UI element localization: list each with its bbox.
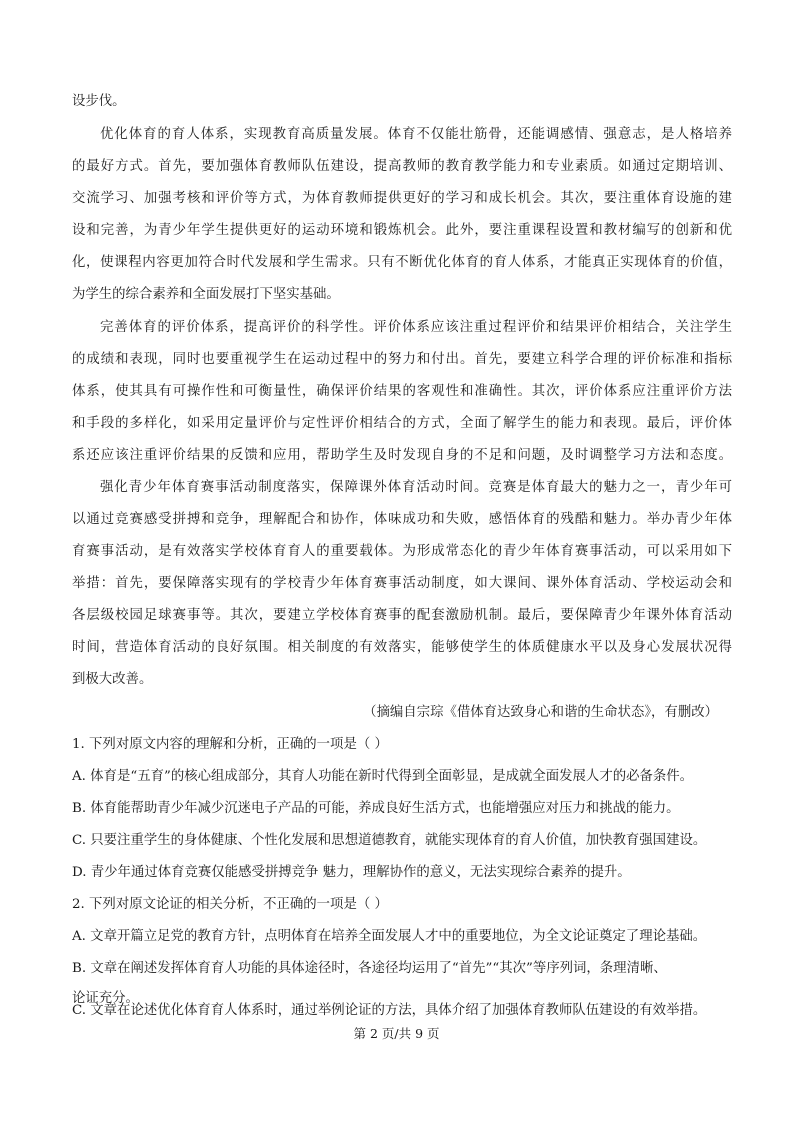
- paragraph-line: 交流学习、加强考核和评价等方式，为体育教师提供更好的学习和成长机会。其次，要注重体育设施的建: [72, 191, 732, 206]
- paragraph-line: 育赛事活动，是有效落实学校体育育人的重要载体。为形成常态化的青少年体育赛事活动，可以采用如下: [72, 544, 732, 559]
- question-1-option-d: D. 青少年通过体育竞赛仅能感受拼搏竞争 魅力，理解协作的意义，无法实现综合素养的提升。: [72, 865, 631, 880]
- question-2-option-b-cont: 论证充分。: [72, 991, 139, 1006]
- paragraph-line: 体系，使其具有可操作性和可衡量性，确保评价结果的客观性和准确性。其次，评价体系应注重评价方法: [72, 384, 732, 399]
- question-1-option-c: C. 只要注重学生的身体健康、个性化发展和思想道德教育，就能实现体育的育人价值，加快教育强国建设。: [72, 833, 707, 848]
- paragraph-line: 到极大改善。: [72, 672, 153, 687]
- question-2-option-c: C. 文章在论述优化体育育人体系时，通过举例论证的方法，具体介绍了加强体育教师队伍建设的有效举措。: [72, 1003, 707, 1018]
- paragraph-line: 举措：首先，要保障落实现有的学校青少年体育赛事活动制度，如大课间、课外体育活动、学校运动会和: [72, 576, 732, 591]
- paragraph-line: 和手段的多样化，如采用定量评价与定性评价相结合的方式，全面了解学生的能力和表现。最后，评价体: [72, 416, 732, 431]
- question-2-option-a: A. 文章开篇立足党的教育方针，点明体育在培养全面发展人才中的重要地位，为全文论证奠定了理论基础。: [72, 929, 707, 944]
- paragraph-line: 系还应该注重评价结果的反馈和应用，帮助学生及时发现自身的不足和问题，及时调整学习方法和态度。: [72, 448, 732, 463]
- question-1-option-b: B. 体育能帮助青少年减少沉迷电子产品的可能，养成良好生活方式，也能增强应对压力和挑战的能力。: [72, 801, 680, 816]
- paragraph-line: 强化青少年体育赛事活动制度落实，保障课外体育活动时间。竞赛是体育最大的魅力之一，青少年可: [100, 480, 732, 495]
- paragraph-line: 各层级校园足球赛事等。其次，要建立学校体育赛事的配套激励机制。最后，要保障青少年课外体育活动: [72, 608, 732, 623]
- question-2-option-b: B. 文章在阐述发挥体育育人功能的具体途径时，各途径均运用了“首先”“其次”等序列词，条理清晰、: [72, 961, 667, 976]
- paragraph-line: 以通过竞赛感受拼搏和竞争，理解配合和协作，体味成功和失败，感悟体育的残酷和魅力。举办青少年体: [72, 512, 732, 527]
- question-1-stem: 1. 下列对原文内容的理解和分析，正确的一项是（ ）: [72, 737, 388, 752]
- source-citation: （摘编自宗琮《借体育达致身心和谐的生命状态》，有删改）: [363, 705, 718, 720]
- paragraph-line: 设和完善，为青少年学生提供更好的运动环境和锻炼机会。此外，要注重课程设置和教材编写的创新和优: [72, 223, 732, 238]
- page-footer: 第 2 页/共 9 页: [353, 1026, 440, 1041]
- paragraph-line: 完善体育的评价体系，提高评价的科学性。评价体系应该注重过程评价和结果评价相结合，关注学生: [100, 320, 732, 335]
- paragraph-line: 的成绩和表现，同时也要重视学生在运动过程中的努力和付出。首先，要建立科学合理的评价标准和指标: [72, 352, 732, 367]
- question-1-option-a: A. 体育是“五育”的核心组成部分，其育人功能在新时代得到全面彰显，是成就全面发展人才的必备条件。: [72, 769, 694, 784]
- paragraph-line: 的最好方式。首先，要加强体育教师队伍建设，提高教师的教育教学能力和专业素质。如通过定期培训、: [72, 159, 732, 174]
- paragraph-line: 为学生的综合素养和全面发展打下坚实基础。: [72, 287, 340, 302]
- text-line: 设步伐。: [72, 94, 126, 109]
- paragraph-line: 时间，营造体育活动的良好氛围。相关制度的有效落实，能够使学生的体质健康水平以及身心发展状况得: [72, 640, 732, 655]
- paragraph-line: 优化体育的育人体系，实现教育高质量发展。体育不仅能壮筋骨，还能调感情、强意志，是人格培养: [100, 127, 732, 142]
- question-2-stem: 2. 下列对原文论证的相关分析，不正确的一项是（ ）: [72, 897, 388, 912]
- paragraph-line: 化，使课程内容更加符合时代发展和学生需求。只有不断优化体育的育人体系，才能真正实现体育的价值，: [72, 255, 732, 270]
